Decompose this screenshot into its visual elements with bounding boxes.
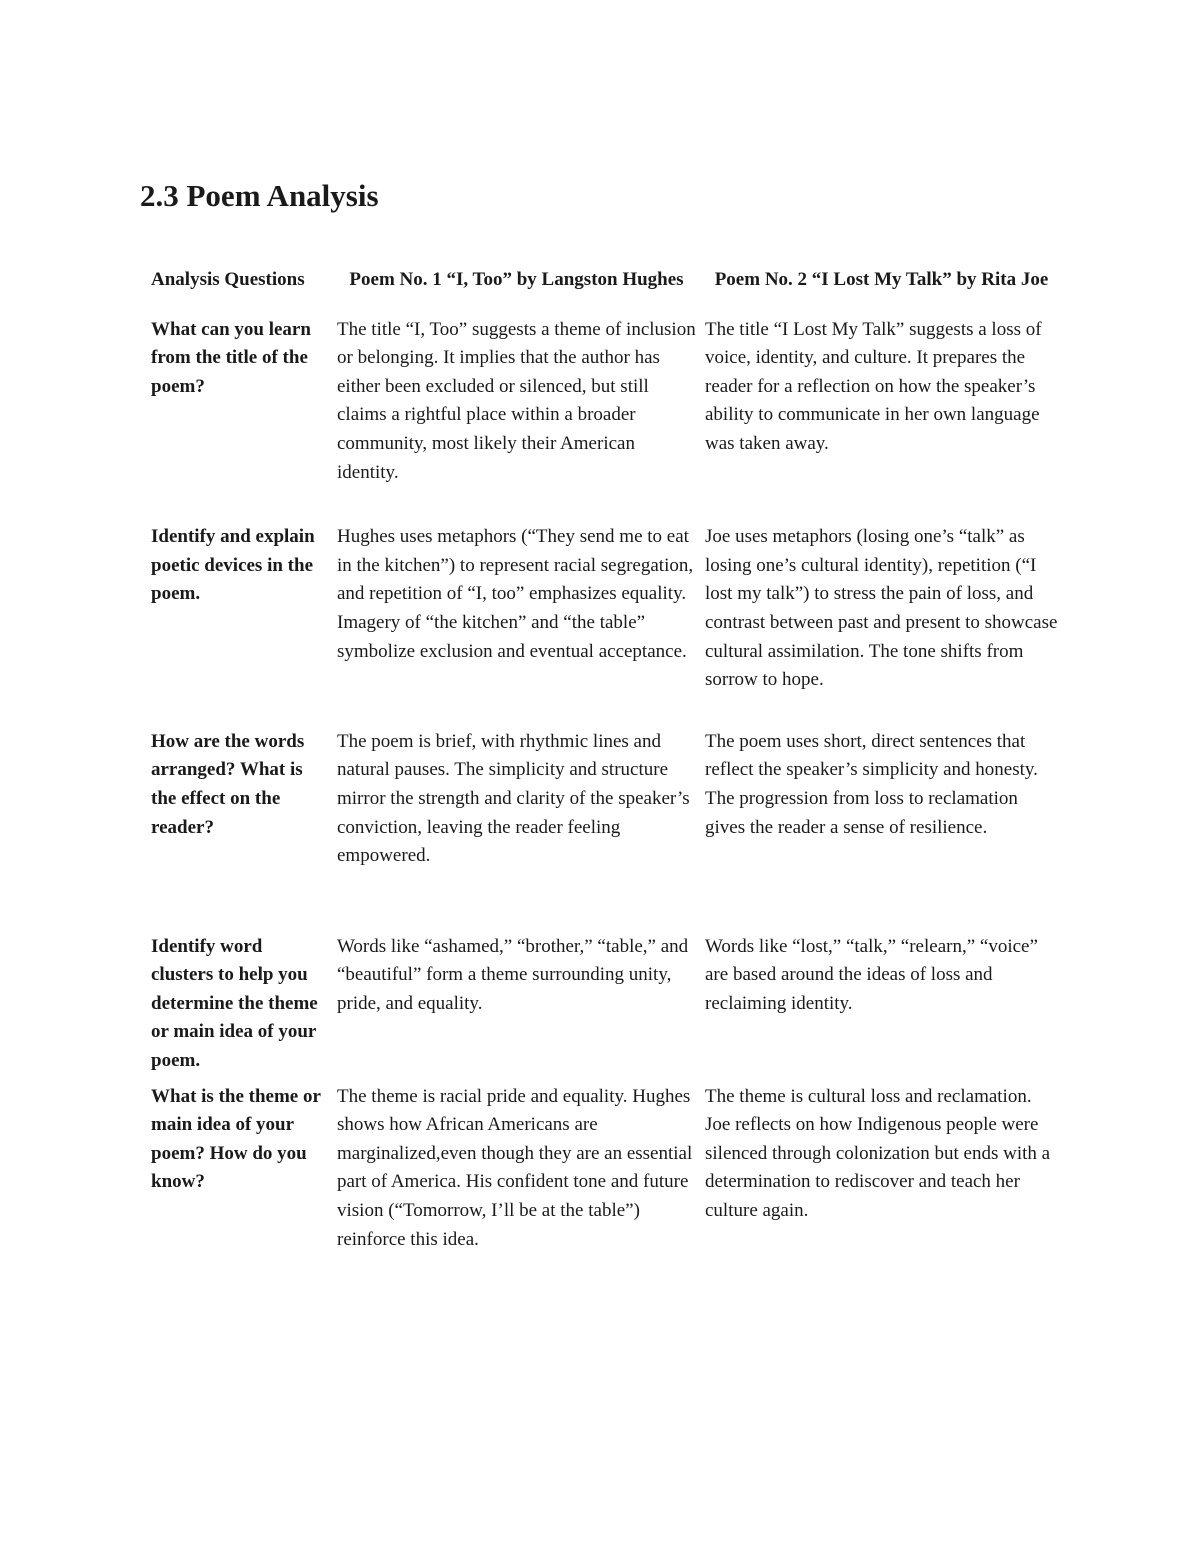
table-row bbox=[142, 316, 1058, 524]
poem-2-answer-cell: The title “I Lost My Talk” suggests a loss of voice, identity, and culture. It prepares the reader for a reflection on how the speaker’s ability to communicate in her own language was taken away. bbox=[705, 318, 1042, 454]
header-analysis-questions: Analysis Questions bbox=[151, 269, 305, 290]
table-row bbox=[142, 523, 1058, 728]
poem-analysis-table bbox=[142, 266, 1058, 1254]
poem-1-answer-cell: The poem is brief, with rhythmic lines and natural pauses. The simplicity and structure mirror the strength and clarity of the speaker’s conviction, leaving the reader feeling empowered. bbox=[337, 730, 690, 867]
poem-1-answer-cell: The title “I, Too” suggests a theme of inclusion or belonging. It implies that the author has either been excluded or silenced, but still claims a rightful place within a broader community, most likely their American identity. bbox=[337, 318, 696, 483]
header-poem-2: Poem No. 2 “I Lost My Talk” by Rita Joe bbox=[714, 269, 1049, 290]
table-row bbox=[142, 1083, 1058, 1255]
page-title: 2.3 Poem Analysis bbox=[140, 178, 379, 213]
table-header-row bbox=[142, 266, 1058, 316]
poem-1-answer-cell: The theme is racial pride and equality. Hughes shows how African Americans are marginalized,even though they are an essential part of America. His confident tone and future vision (“Tomorrow, I’ll be at the table”) reinforce this idea. bbox=[337, 1085, 693, 1250]
header-poem-1: Poem No. 1 “I, Too” by Langston Hughes bbox=[349, 269, 684, 290]
poem-2-answer-cell: The theme is cultural loss and reclamation. Joe reflects on how Indigenous people were silenced through colonization but ends with a determination to rediscover and teach her culture again. bbox=[705, 1085, 1051, 1222]
table-row bbox=[142, 728, 1058, 933]
table-row bbox=[142, 933, 1058, 1083]
question-cell: How are the words arranged? What is the effect on the reader? bbox=[151, 730, 305, 838]
poem-2-answer-cell: Joe uses metaphors (losing one’s “talk” as losing one’s cultural identity), repetition (“I lost my talk”) to stress the pain of loss, and contrast between past and present to showcase cultural assimilation. The tone shifts from sorrow to hope. bbox=[705, 526, 1058, 691]
poem-2-answer-cell: Words like “lost,” “talk,” “relearn,” “voice” are based around the ideas of loss and reclaiming identity. bbox=[705, 935, 1038, 1014]
question-cell: What can you learn from the title of the poem? bbox=[151, 318, 311, 397]
poem-2-answer-cell: The poem uses short, direct sentences that reflect the speaker’s simplicity and honesty. The progression from loss to reclamation gives the reader a sense of resilience. bbox=[705, 730, 1038, 838]
poem-1-answer-cell: Hughes uses metaphors (“They send me to eat in the kitchen”) to represent racial segregation, and repetition of “I, too” emphasizes equality. Imagery of “the kitchen” and “the table” symbolize exclusion and eventual acceptance. bbox=[337, 526, 694, 662]
question-cell: Identify and explain poetic devices in the poem. bbox=[151, 526, 315, 605]
question-cell: What is the theme or main idea of your poem? How do you know? bbox=[151, 1085, 321, 1193]
poem-1-answer-cell: Words like “ashamed,” “brother,” “table,” and “beautiful” form a theme surrounding unity, pride, and equality. bbox=[337, 935, 689, 1014]
question-cell: Identify word clusters to help you determine the theme or main idea of your poem. bbox=[151, 935, 318, 1072]
